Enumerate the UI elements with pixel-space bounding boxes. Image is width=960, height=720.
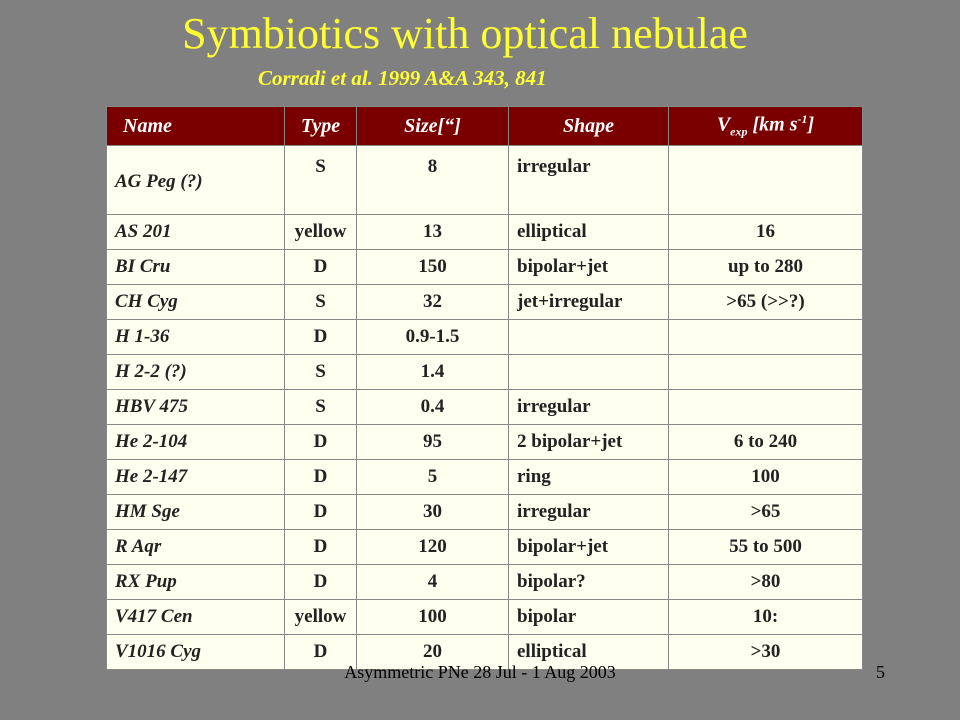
table-row [107,320,863,355]
table-header-row [107,107,863,146]
cell-type: D [285,250,357,285]
cell-vexp: >65 (>>?) [669,285,863,320]
cell-name: He 2-147 [107,460,285,495]
cell-name: V417 Cen [107,600,285,635]
slide-number: 5 [876,662,885,682]
cell-size: 0.9-1.5 [357,320,509,355]
cell-size: 0.4 [357,390,509,425]
table-row [107,285,863,320]
cell-size: 8 [357,146,509,215]
table-row [107,355,863,390]
cell-type: D [285,495,357,530]
cell-size: 30 [357,495,509,530]
cell-name: H 2-2 (?) [107,355,285,390]
header-vexp-sub: exp [730,124,748,139]
header-type: Type [285,107,357,146]
header-name: Name [107,107,285,146]
cell-vexp [669,390,863,425]
cell-shape: bipolar? [509,565,669,600]
citation-subtitle: Corradi et al. 1999 A&A 343, 841 [258,66,547,90]
cell-name: AG Peg (?) [107,146,285,215]
table-row [107,530,863,565]
cell-shape: ring [509,460,669,495]
cell-type: S [285,355,357,390]
cell-name: CH Cyg [107,285,285,320]
cell-type: S [285,285,357,320]
cell-size: 20 [357,635,509,670]
cell-shape: irregular [509,146,669,215]
symbiotics-table [106,106,863,670]
cell-name: R Aqr [107,530,285,565]
cell-name: AS 201 [107,215,285,250]
cell-size: 100 [357,600,509,635]
cell-size: 1.4 [357,355,509,390]
cell-name: RX Pup [107,565,285,600]
header-vexp-main: V [716,113,731,136]
cell-shape: jet+irregular [509,285,669,320]
cell-size: 120 [357,530,509,565]
cell-type: D [285,460,357,495]
cell-vexp: 10: [669,600,863,635]
cell-type: D [285,425,357,460]
header-size: Size[“] [357,107,509,146]
cell-size: 150 [357,250,509,285]
cell-type: S [285,146,357,215]
cell-vexp: up to 280 [669,250,863,285]
cell-shape: bipolar+jet [509,530,669,565]
cell-type: D [285,565,357,600]
cell-shape: bipolar [509,600,669,635]
cell-size: 32 [357,285,509,320]
cell-type: D [285,320,357,355]
cell-type: D [285,530,357,565]
table-row [107,425,863,460]
cell-vexp [669,320,863,355]
table-row [107,250,863,285]
cell-vexp: 16 [669,215,863,250]
cell-name: HBV 475 [107,390,285,425]
header-vexp-close: ] [807,113,815,136]
cell-vexp: >65 [669,495,863,530]
cell-size: 95 [357,425,509,460]
cell-type: D [285,635,357,670]
table-row [107,390,863,425]
cell-shape [509,355,669,390]
cell-shape: 2 bipolar+jet [509,425,669,460]
cell-name: H 1-36 [107,320,285,355]
footer-text: Asymmetric PNe 28 Jul - 1 Aug 2003 [344,662,616,682]
cell-name: V1016 Cyg [107,635,285,670]
cell-vexp: 100 [669,460,863,495]
header-vexp [669,107,863,146]
table-body [107,146,863,670]
cell-type: S [285,390,357,425]
cell-size: 4 [357,565,509,600]
table-row [107,460,863,495]
table-row [107,495,863,530]
cell-vexp [669,355,863,390]
cell-shape: elliptical [509,215,669,250]
cell-shape: irregular [509,390,669,425]
cell-vexp: >80 [669,565,863,600]
slide-title: Symbiotics with optical nebulae [182,9,748,58]
header-shape: Shape [509,107,669,146]
cell-name: BI Cru [107,250,285,285]
cell-shape: irregular [509,495,669,530]
header-vexp-sup: -1 [797,112,808,127]
cell-type: yellow [285,215,357,250]
cell-shape: bipolar+jet [509,250,669,285]
header-vexp-unit: [km s [747,113,798,136]
cell-shape: elliptical [509,635,669,670]
table-row [107,600,863,635]
cell-name: He 2-104 [107,425,285,460]
cell-size: 5 [357,460,509,495]
cell-vexp: 6 to 240 [669,425,863,460]
cell-type: yellow [285,600,357,635]
table-row [107,146,863,215]
table-row [107,215,863,250]
cell-name: HM Sge [107,495,285,530]
cell-vexp: 55 to 500 [669,530,863,565]
cell-vexp: >30 [669,635,863,670]
cell-size: 13 [357,215,509,250]
cell-vexp [669,146,863,215]
table-row [107,565,863,600]
cell-shape [509,320,669,355]
